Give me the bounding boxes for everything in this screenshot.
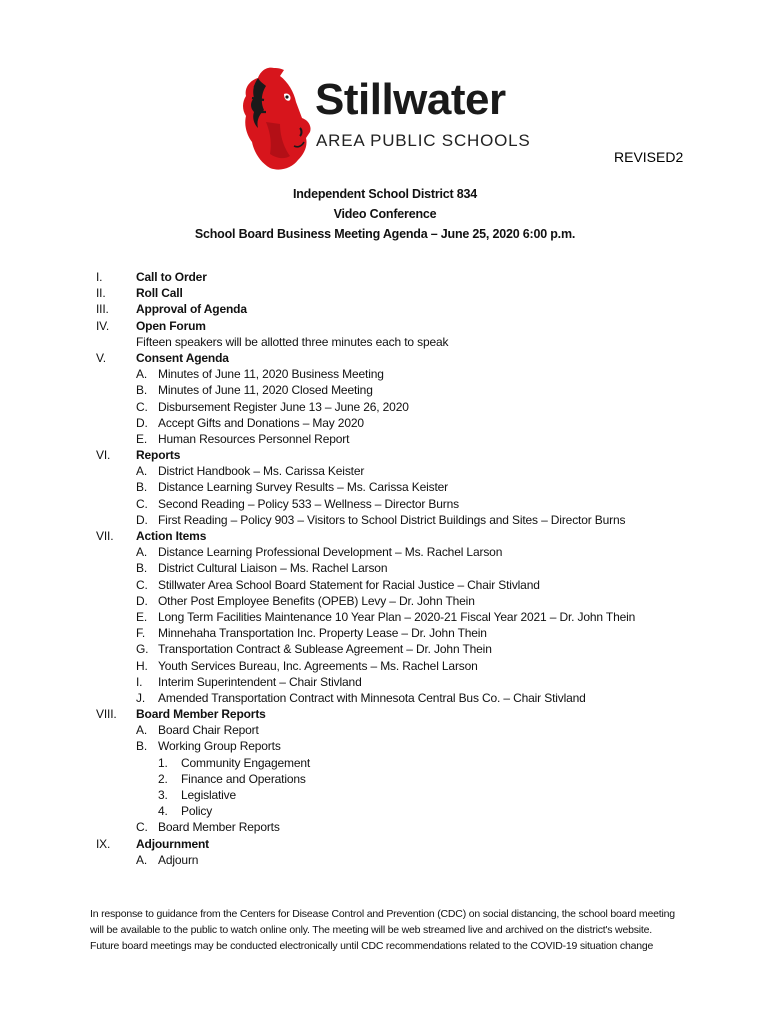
- item-letter: A.: [136, 545, 148, 560]
- item-letter: D.: [136, 512, 148, 527]
- section-number: VII.: [96, 529, 114, 543]
- district-logo: [236, 62, 536, 172]
- item-text: First Reading – Policy 903 – Visitors to School District Buildings and Sites – Director Burns: [158, 512, 626, 527]
- section-title: Roll Call: [136, 286, 183, 301]
- item-text: Distance Learning Survey Results – Ms. Carissa Keister: [158, 480, 449, 495]
- section-title: Adjournment: [136, 836, 210, 851]
- subitem-text: Community Engagement: [181, 755, 311, 770]
- item-letter: A.: [136, 367, 148, 382]
- logo-subtitle: AREA PUBLIC SCHOOLS: [316, 131, 531, 150]
- item-text: Second Reading – Policy 533 – Wellness – Director Burns: [158, 496, 460, 511]
- item-letter: D.: [136, 415, 148, 430]
- item-letter: E.: [136, 431, 148, 446]
- subitem-text: Legislative: [181, 788, 237, 802]
- subitem-number: 3.: [158, 788, 168, 802]
- section-title: Approval of Agenda: [136, 302, 247, 317]
- item-letter: H.: [136, 658, 148, 673]
- agenda-header: [0, 184, 770, 244]
- item-letter: B.: [136, 383, 148, 398]
- item-letter: B.: [136, 480, 148, 495]
- meeting-title: School Board Business Meeting Agenda – June 25, 2020 6:00 p.m.: [194, 227, 576, 241]
- item-text: Minnehaha Transportation Inc. Property Lease – Dr. John Thein: [158, 626, 487, 641]
- item-text: Stillwater Area School Board Statement for Racial Justice – Chair Stivland: [158, 577, 540, 592]
- cdc-notice: In response to guidance from the Centers for Disease Control and Prevention (CDC) on social distancing, the school board meeting will be available to the public to watch online only. The meeting will be web streamed live and archived on the district's website. Future board meetings may be conducted electronically until CDC recommendations related to the COVID-19 situation change: [90, 908, 675, 952]
- subitem-number: 2.: [158, 771, 168, 786]
- item-text: Other Post Employee Benefits (OPEB) Levy – Dr. John Thein: [158, 593, 475, 608]
- item-letter: I.: [136, 674, 143, 689]
- revision-label: REVISED2: [614, 149, 684, 165]
- item-letter: E.: [136, 609, 148, 624]
- subitem-number: 4.: [158, 804, 168, 819]
- item-letter: J.: [136, 690, 146, 705]
- meeting-format: Video Conference: [333, 207, 437, 221]
- item-letter: G.: [136, 642, 149, 657]
- item-letter: F.: [136, 626, 146, 641]
- item-text: Working Group Reports: [158, 739, 281, 754]
- section-title: Call to Order: [136, 270, 207, 284]
- section-number: III.: [96, 302, 109, 317]
- section-number: V.: [96, 350, 106, 365]
- item-text: Amended Transportation Contract with Minnesota Central Bus Co. – Chair Stivland: [158, 690, 586, 705]
- item-letter: A.: [136, 852, 148, 867]
- item-letter: C.: [136, 577, 148, 592]
- item-text: Distance Learning Professional Development – Ms. Rachel Larson: [158, 545, 503, 560]
- item-text: Board Member Reports: [158, 820, 280, 835]
- item-text: Adjourn: [158, 852, 199, 867]
- section-title: Action Items: [136, 529, 207, 543]
- section-number: I.: [96, 270, 103, 284]
- item-text: Long Term Facilities Maintenance 10 Year Plan – 2020-21 Fiscal Year 2021 – Dr. John Thein: [158, 609, 636, 624]
- item-letter: C.: [136, 399, 148, 414]
- item-text: Youth Services Bureau, Inc. Agreements – Ms. Rachel Larson: [158, 658, 478, 673]
- item-text: District Handbook – Ms. Carissa Keister: [158, 464, 365, 479]
- item-text: Accept Gifts and Donations – May 2020: [158, 415, 364, 430]
- item-letter: B.: [136, 739, 148, 754]
- item-text: Transportation Contract & Sublease Agreement – Dr. John Thein: [158, 642, 492, 657]
- item-text: Minutes of June 11, 2020 Business Meeting: [158, 367, 384, 382]
- logo-name: Stillwater: [315, 75, 506, 124]
- item-letter: A.: [136, 723, 148, 738]
- section-number: IV.: [96, 318, 110, 333]
- section-title: Consent Agenda: [136, 350, 229, 365]
- item-letter: A.: [136, 464, 148, 479]
- section-number: VI.: [96, 448, 111, 463]
- section-title: Board Member Reports: [136, 707, 266, 722]
- mustang-horse-icon: [236, 62, 314, 172]
- item-letter: B.: [136, 561, 148, 576]
- item-letter: C.: [136, 820, 148, 835]
- item-text: Disbursement Register June 13 – June 26, 2020: [158, 399, 409, 414]
- district-name: Independent School District 834: [292, 187, 478, 201]
- section-number: VIII.: [96, 707, 117, 722]
- item-text: District Cultural Liaison – Ms. Rachel Larson: [158, 561, 388, 576]
- section-number: IX.: [96, 836, 111, 851]
- subitem-text: Policy: [181, 804, 213, 819]
- section-number: II.: [96, 286, 106, 301]
- item-text: Human Resources Personnel Report: [158, 431, 350, 446]
- subitem-text: Finance and Operations: [181, 771, 306, 786]
- item-text: Board Chair Report: [158, 723, 259, 738]
- section-title: Open Forum: [136, 318, 206, 333]
- item-text: Interim Superintendent – Chair Stivland: [158, 674, 362, 689]
- item-letter: D.: [136, 593, 148, 608]
- item-letter: C.: [136, 496, 148, 511]
- subitem-number: 1.: [158, 755, 168, 770]
- open-forum-note: Fifteen speakers will be allotted three minutes each to speak: [136, 334, 449, 349]
- item-text: Minutes of June 11, 2020 Closed Meeting: [158, 383, 373, 398]
- section-title: Reports: [136, 448, 181, 463]
